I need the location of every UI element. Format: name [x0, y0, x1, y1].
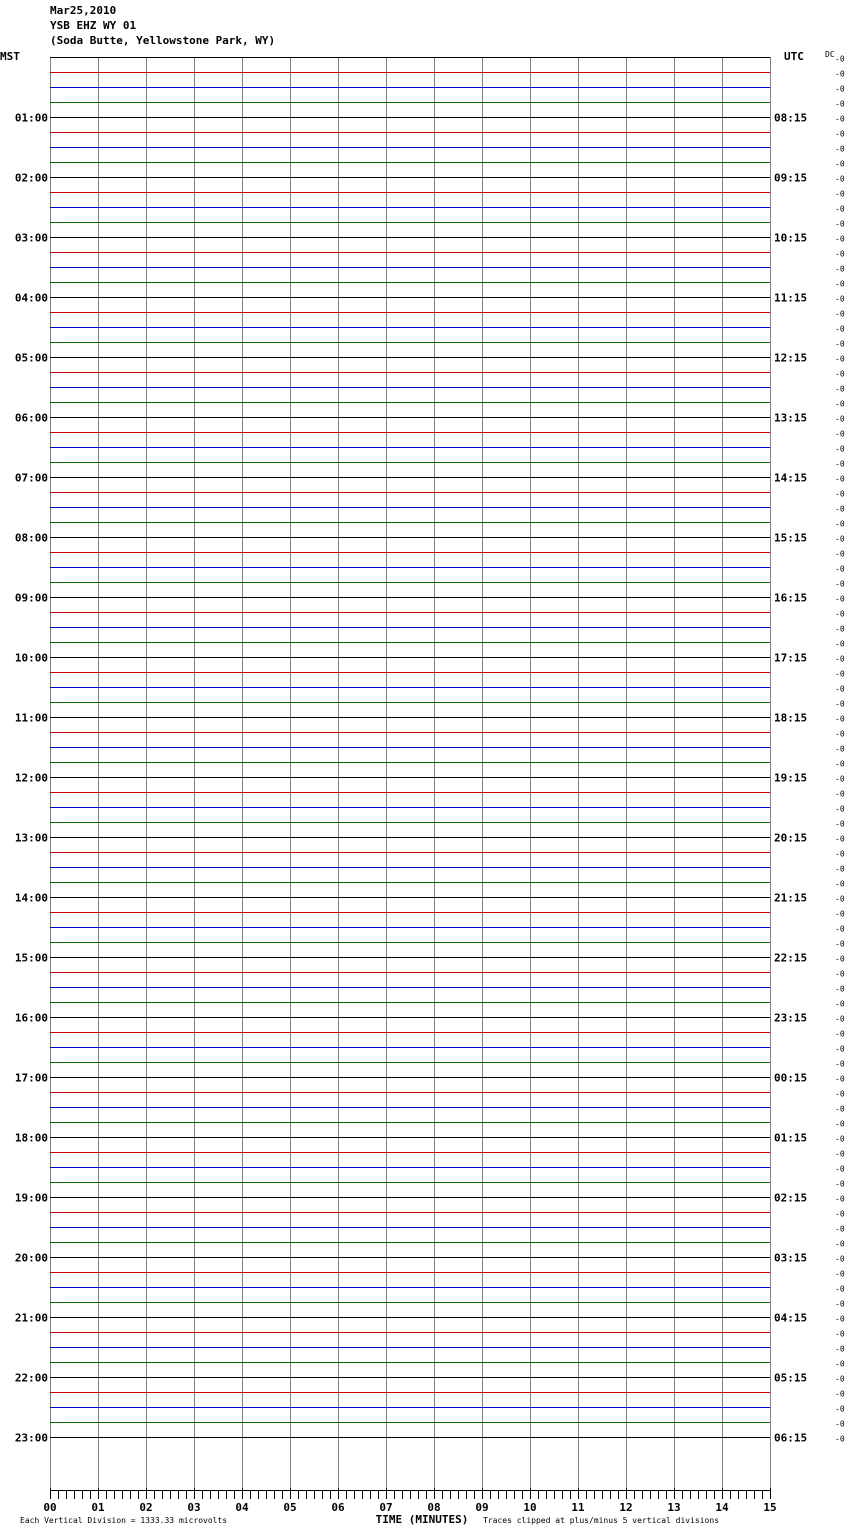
dc-offset-label: -0 [835, 264, 845, 274]
dc-offset-label: -0 [835, 1149, 845, 1159]
dc-offset-label: -0 [835, 1284, 845, 1294]
dc-offset-label: -0 [835, 114, 845, 124]
utc-tick-label: 05:15 [774, 1371, 808, 1385]
dc-offset-label: -0 [835, 984, 845, 994]
dc-offset-label: -0 [835, 339, 845, 349]
dc-offset-label: -0 [835, 879, 845, 889]
dc-offset-label: -0 [835, 1074, 845, 1084]
dc-offset-label: -0 [835, 354, 845, 364]
dc-label: DC [825, 50, 835, 59]
utc-tick-label: 08:15 [774, 111, 808, 125]
dc-offset-label: -0 [835, 54, 845, 64]
dc-offset-label: -0 [835, 144, 845, 154]
utc-tick-label: 21:15 [774, 891, 808, 905]
mst-tick-label: 21:00 [14, 1311, 48, 1325]
dc-offset-label: -0 [835, 1209, 845, 1219]
utc-tick-label: 18:15 [774, 711, 808, 725]
dc-offset-label: -0 [835, 609, 845, 619]
minute-tick-label: 14 [715, 1501, 729, 1514]
dc-offset-label: -0 [835, 804, 845, 814]
dc-offset-label: -0 [835, 1014, 845, 1024]
dc-offset-label: -0 [835, 834, 845, 844]
dc-offset-label: -0 [835, 1329, 845, 1339]
dc-offset-label: -0 [835, 1194, 845, 1204]
utc-tick-label: 00:15 [774, 1071, 808, 1085]
dc-offset-label: -0 [835, 639, 845, 649]
minute-tick-label: 10 [523, 1501, 537, 1514]
minute-tick-label: 01 [91, 1501, 105, 1514]
dc-offset-label: -0 [835, 1314, 845, 1324]
mst-tick-label: 20:00 [14, 1251, 48, 1265]
left-axis-label: MST [0, 50, 20, 63]
minute-tick-label: 00 [43, 1501, 57, 1514]
dc-offset-label: -0 [835, 414, 845, 424]
dc-offset-label: -0 [835, 759, 845, 769]
mst-tick-label: 16:00 [14, 1011, 48, 1025]
dc-offset-label: -0 [835, 1059, 845, 1069]
dc-offset-label: -0 [835, 999, 845, 1009]
dc-offset-label: -0 [835, 444, 845, 454]
dc-offset-label: -0 [835, 1029, 845, 1039]
dc-offset-label: -0 [835, 864, 845, 874]
utc-tick-label: 09:15 [774, 171, 808, 185]
minute-tick-label: 02 [139, 1501, 153, 1514]
dc-offset-label: -0 [835, 309, 845, 319]
dc-offset-label: -0 [835, 69, 845, 79]
dc-offset-label: -0 [835, 969, 845, 979]
utc-tick-label: 14:15 [774, 471, 808, 485]
minute-tick-label: 08 [427, 1501, 441, 1514]
mst-tick-label: 08:00 [14, 531, 48, 545]
minute-tick-label: 03 [187, 1501, 201, 1514]
scale-footnote: Each Vertical Division = 1333.33 microvolts [20, 1516, 228, 1525]
utc-tick-label: 20:15 [774, 831, 808, 845]
dc-offset-label: -0 [835, 534, 845, 544]
utc-tick-label: 15:15 [774, 531, 808, 545]
dc-offset-label: -0 [835, 279, 845, 289]
dc-offset-label: -0 [835, 1044, 845, 1054]
dc-offset-label: -0 [835, 1374, 845, 1384]
dc-offset-label: -0 [835, 234, 845, 244]
mst-tick-label: 04:00 [14, 291, 48, 305]
station-location: (Soda Butte, Yellowstone Park, WY) [50, 34, 276, 47]
dc-offset-label: -0 [835, 819, 845, 829]
mst-tick-label: 03:00 [14, 231, 48, 245]
dc-offset-label: -0 [835, 909, 845, 919]
dc-offset-label: -0 [835, 954, 845, 964]
dc-offset-label: -0 [835, 294, 845, 304]
x-axis-title: TIME (MINUTES) [375, 1513, 469, 1526]
dc-offset-label: -0 [835, 204, 845, 214]
minute-tick-label: 15 [763, 1501, 777, 1514]
mst-tick-label: 01:00 [14, 111, 48, 125]
dc-offset-label: -0 [835, 924, 845, 934]
dc-offset-label: -0 [835, 579, 845, 589]
dc-offset-label: -0 [835, 159, 845, 169]
dc-offset-label: -0 [835, 939, 845, 949]
dc-offset-label: -0 [835, 1134, 845, 1144]
right-axis-label: UTC [784, 50, 804, 63]
dc-offset-label: -0 [835, 1434, 845, 1444]
dc-offset-label: -0 [835, 849, 845, 859]
dc-offset-label: -0 [835, 384, 845, 394]
dc-offset-label: -0 [835, 1269, 845, 1279]
dc-offset-label: -0 [835, 489, 845, 499]
dc-offset-label: -0 [835, 474, 845, 484]
dc-offset-label: -0 [835, 174, 845, 184]
mst-tick-label: 15:00 [14, 951, 48, 965]
minute-tick-label: 12 [619, 1501, 633, 1514]
dc-offset-label: -0 [835, 429, 845, 439]
minute-tick-label: 04 [235, 1501, 249, 1514]
dc-offset-label: -0 [835, 369, 845, 379]
mst-tick-label: 10:00 [14, 651, 48, 665]
dc-offset-label: -0 [835, 1179, 845, 1189]
dc-offset-label: -0 [835, 684, 845, 694]
dc-offset-label: -0 [835, 1224, 845, 1234]
dc-offset-label: -0 [835, 1404, 845, 1414]
dc-offset-label: -0 [835, 789, 845, 799]
station-code: YSB EHZ WY 01 [50, 19, 137, 32]
utc-tick-label: 22:15 [774, 951, 808, 965]
dc-offset-label: -0 [835, 549, 845, 559]
minute-tick-label: 11 [571, 1501, 585, 1514]
dc-offset-label: -0 [835, 774, 845, 784]
mst-tick-label: 05:00 [14, 351, 48, 365]
mst-tick-label: 13:00 [14, 831, 48, 845]
utc-tick-label: 11:15 [774, 291, 808, 305]
dc-offset-label: -0 [835, 1239, 845, 1249]
clip-footnote: Traces clipped at plus/minus 5 vertical divisions [483, 1516, 720, 1525]
utc-tick-label: 13:15 [774, 411, 808, 425]
mst-tick-label: 02:00 [14, 171, 48, 185]
utc-tick-label: 06:15 [774, 1431, 808, 1445]
utc-tick-label: 12:15 [774, 351, 808, 365]
dc-offset-label: -0 [835, 699, 845, 709]
utc-tick-label: 19:15 [774, 771, 808, 785]
utc-tick-label: 01:15 [774, 1131, 808, 1145]
dc-offset-label: -0 [835, 1419, 845, 1429]
mst-tick-label: 14:00 [14, 891, 48, 905]
dc-offset-label: -0 [835, 84, 845, 94]
mst-tick-label: 07:00 [14, 471, 48, 485]
dc-offset-label: -0 [835, 1119, 845, 1129]
dc-offset-label: -0 [835, 744, 845, 754]
minute-tick-label: 13 [667, 1501, 681, 1514]
dc-offset-label: -0 [835, 1254, 845, 1264]
minute-tick-label: 05 [283, 1501, 297, 1514]
dc-offset-label: -0 [835, 1104, 845, 1114]
mst-tick-label: 22:00 [14, 1371, 48, 1385]
dc-offset-label: -0 [835, 459, 845, 469]
dc-offset-label: -0 [835, 654, 845, 664]
dc-offset-label: -0 [835, 129, 845, 139]
minute-tick-label: 06 [331, 1501, 345, 1514]
dc-offset-label: -0 [835, 729, 845, 739]
mst-tick-label: 06:00 [14, 411, 48, 425]
utc-tick-label: 03:15 [774, 1251, 808, 1265]
dc-offset-label: -0 [835, 1164, 845, 1174]
utc-tick-label: 04:15 [774, 1311, 808, 1325]
utc-tick-label: 02:15 [774, 1191, 808, 1205]
minute-tick-label: 07 [379, 1501, 393, 1514]
dc-offset-label: -0 [835, 1359, 845, 1369]
mst-tick-label: 18:00 [14, 1131, 48, 1145]
mst-tick-label: 09:00 [14, 591, 48, 605]
dc-offset-label: -0 [835, 219, 845, 229]
dc-offset-label: -0 [835, 669, 845, 679]
dc-offset-label: -0 [835, 519, 845, 529]
mst-tick-label: 11:00 [14, 711, 48, 725]
dc-offset-label: -0 [835, 189, 845, 199]
utc-tick-label: 17:15 [774, 651, 808, 665]
mst-tick-label: 12:00 [14, 771, 48, 785]
dc-offset-label: -0 [835, 714, 845, 724]
utc-tick-label: 10:15 [774, 231, 808, 245]
dc-offset-label: -0 [835, 99, 845, 109]
mst-tick-label: 23:00 [14, 1431, 48, 1445]
dc-offset-label: -0 [835, 894, 845, 904]
dc-offset-label: -0 [835, 624, 845, 634]
dc-offset-label: -0 [835, 1344, 845, 1354]
dc-offset-label: -0 [835, 594, 845, 604]
dc-offset-label: -0 [835, 564, 845, 574]
dc-offset-label: -0 [835, 249, 845, 259]
mst-tick-label: 19:00 [14, 1191, 48, 1205]
utc-tick-label: 16:15 [774, 591, 808, 605]
minute-tick-label: 09 [475, 1501, 489, 1514]
dc-offset-label: -0 [835, 324, 845, 334]
dc-offset-label: -0 [835, 1299, 845, 1309]
dc-offset-label: -0 [835, 504, 845, 514]
recording-date: Mar25,2010 [50, 4, 117, 17]
dc-offset-label: -0 [835, 1089, 845, 1099]
mst-tick-label: 17:00 [14, 1071, 48, 1085]
utc-tick-label: 23:15 [774, 1011, 808, 1025]
dc-offset-label: -0 [835, 399, 845, 409]
dc-offset-label: -0 [835, 1389, 845, 1399]
